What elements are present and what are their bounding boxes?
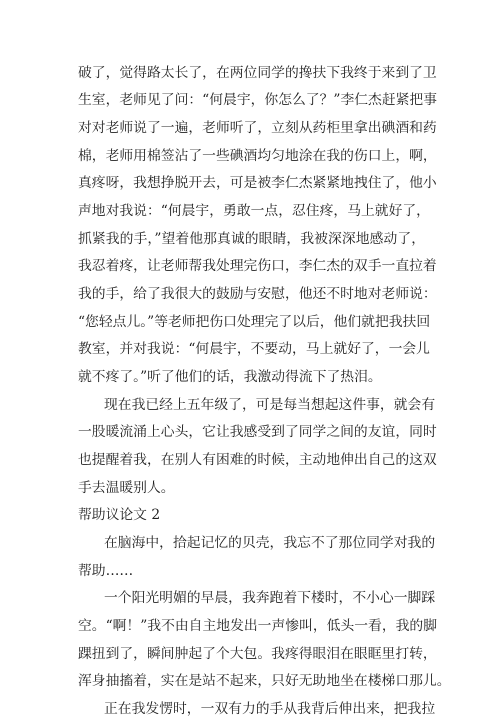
text-line: 声地对我说：“何晨宇，勇敢一点，忍住疼，马上就好了， [78, 203, 430, 219]
text-line: 帮助…… [78, 563, 134, 579]
text-line: 对对老师说了一遍，老师听了，立刻从药柜里拿出碘酒和药 [78, 120, 437, 136]
text-line: 手去温暖别人。 [78, 480, 175, 496]
text-line: 抓紧我的手，”望着他那真诚的眼睛，我被深深地感动了， [78, 231, 425, 247]
text-line: 也提醒着我，在别人有困难的时候，主动地伸出自己的这双 [78, 452, 437, 468]
paragraph-start-line: 一个阳光明媚的早晨，我奔跑着下楼时，不小心一脚踩 [104, 590, 436, 606]
text-line: 踝扭到了，瞬间肿起了个大包。我疼得眼泪在眼眶里打转， [78, 646, 437, 662]
text-line: 浑身抽搐着，实在是站不起来，只好无助地坐在楼梯口那儿。 [78, 673, 451, 689]
text-line: 真疼呀，我想挣脱开去，可是被李仁杰紧紧地拽住了，他小 [78, 175, 437, 191]
text-line: 我忍着疼，让老师帮我处理完伤口，李仁杰的双手一直拉着 [78, 258, 437, 274]
text-line: 破了，觉得路太长了，在两位同学的搀扶下我终于来到了卫 [78, 65, 437, 81]
paragraph-start-line: 正在我发愣时，一双有力的手从我背后伸出来，把我拉 [104, 701, 436, 717]
text-line: 教室，并对我说：“何晨宇，不要动，马上就好了，一会儿 [78, 341, 430, 357]
text-line: 我的手，给了我很大的鼓励与安慰，他还不时地对老师说： [78, 286, 437, 302]
text-line: 一股暖流涌上心头，它让我感受到了同学之间的友谊，同时 [78, 424, 437, 440]
section-heading: 帮助议论文 2 [78, 507, 161, 523]
text-line: “您轻点儿。”等老师把伤口处理完了以后，他们就把我扶回 [78, 314, 431, 330]
paragraph-start-line: 现在我已经上五年级了，可是每当想起这件事，就会有 [104, 397, 436, 413]
text-line: 生室，老师见了问：“何晨宇，你怎么了？”李仁杰赶紧把事 [78, 92, 438, 108]
paragraph-start-line: 在脑海中，拾起记忆的贝壳，我忘不了那位同学对我的 [104, 535, 436, 551]
text-line: 棉，老师用棉签沾了一些碘酒均匀地涂在我的伤口上，啊， [78, 148, 437, 164]
text-line: 空。“啊！”我不由自主地发出一声惨叫，低头一看，我的脚 [78, 618, 438, 634]
text-line: 就不疼了。”听了他们的话，我激动得流下了热泪。 [78, 369, 382, 385]
